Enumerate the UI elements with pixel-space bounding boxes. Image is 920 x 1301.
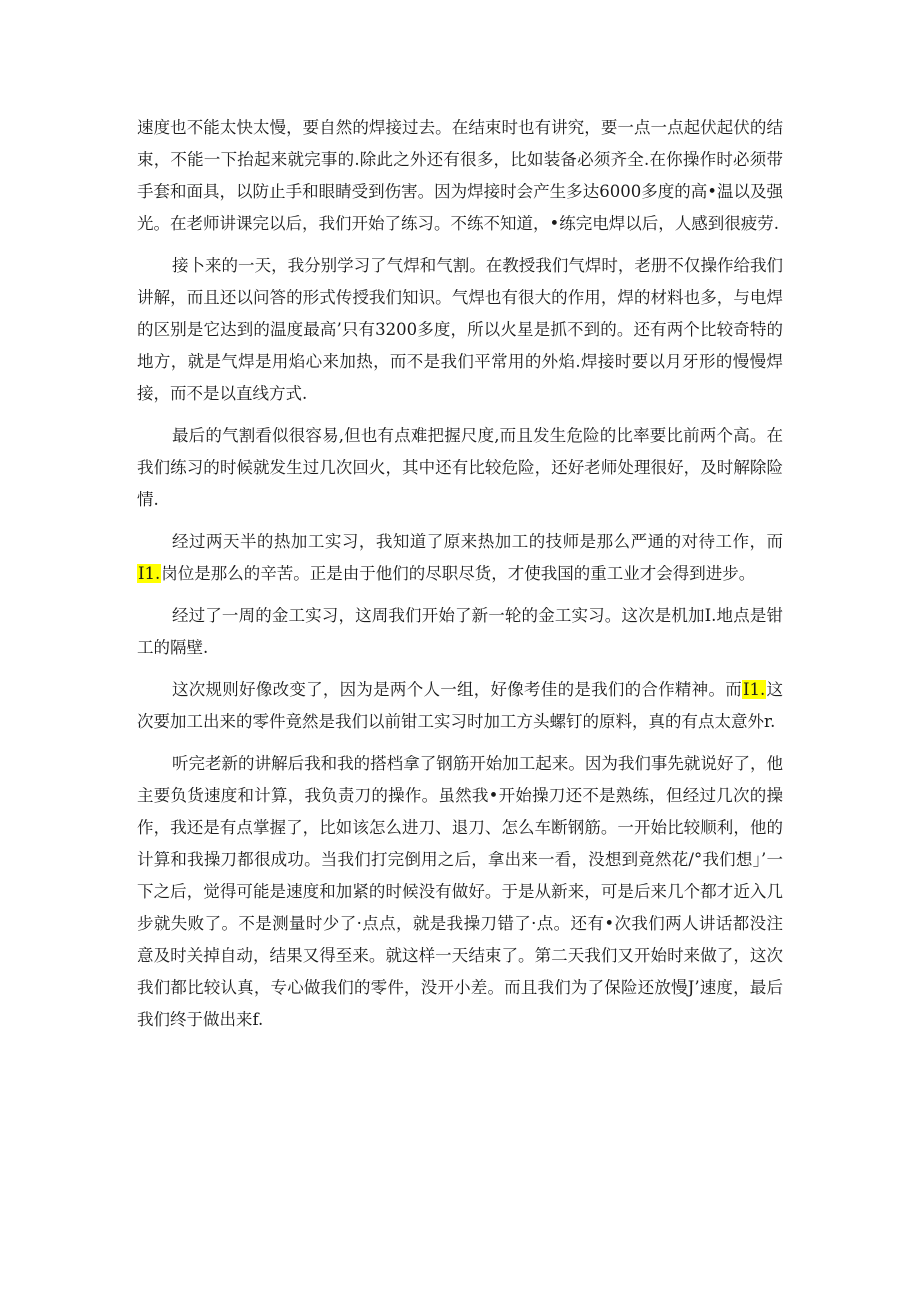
paragraph-text: 速度也不能太快太慢，要自然的焊接过去。在结束时也有讲究，要一点一点起伏起伏的结束，不能一下抬起来就完事的.除此之外还有很多，比如装备必须齐全.在你操作时必须带手套和面具，以防止手和眼睛受到伤害。因为焊接时会产生多达6000多度的高•温以及强光。在老师讲课完以后，我们开始了练习。不练不知道，•练完电焊以后，人感到很疲劳. <box>137 118 783 233</box>
paragraph-text: 经过两天半的热加工实习，我知道了原来热加工的技师是那么严通的对待工作，而 <box>172 532 783 551</box>
paragraph <box>137 420 783 516</box>
paragraph <box>137 748 783 1036</box>
paragraph-text: 这次规则好像改变了，因为是两个人一组，好像考佳的是我们的合作精神。而 <box>172 680 742 699</box>
paragraph <box>137 674 783 738</box>
paragraph-text: 岗位是那么的辛苦。正是由于他们的尽职尽货，才使我国的重工业才会得到进步。 <box>161 564 756 583</box>
highlighted-text: I1. <box>138 564 161 583</box>
paragraph-text: 接卜来的一天，我分别学习了气焊和气割。在教授我们气焊时，老册不仅操作给我们讲解，而且还以问答的形式传授我们知识。气焊也有很大的作用，焊的材料也多，与电焊的区别是它达到的温度最高’只有3200多度，所以火星是抓不到的。还有两个比较奇特的地方，就是气焊是用焰心来加热，而不是我们平常用的外焰.焊接时要以月牙形的慢慢焊接，而不是以直线方式. <box>137 256 783 403</box>
paragraph <box>137 600 783 664</box>
document-body <box>137 112 783 1046</box>
highlighted-text: I1. <box>742 680 766 699</box>
paragraph <box>137 526 783 590</box>
paragraph <box>137 112 783 240</box>
paragraph-text: 最后的气割看似很容易,但也有点难把握尺度,而且发生危险的比率要比前两个高。在我们练习的时候就发生过几次回火，其中还有比较危险，还好老师处理很好，及时解除险情. <box>137 426 783 509</box>
paragraph-text: 经过了一周的金工实习，这周我们开始了新一轮的金工实习。这次是机加I.地点是钳工的隔壁. <box>137 606 783 657</box>
paragraph <box>137 250 783 410</box>
paragraph-text: 这次要加工出来的零件竟然是我们以前钳工实习时加工方头螺钉的原料，真的有点太意外r. <box>137 680 784 731</box>
paragraph-text: 听完老新的讲解后我和我的搭档拿了钢筋开始加工起来。因为我们事先就说好了，他主要负货速度和计算，我负责刀的操作。虽然我•开始操刀还不是熟练，但经过几次的操作，我还是有点掌握了，比如该怎么进刀、退刀、怎么车断钢筋。一开始比较顺利，他的计算和我操刀都很成功。当我们打完倒用之后，拿出来一看，没想到竟然花/°我们想」’一下之后，觉得可能是速度和加紧的时候没有做好。于是从新来，可是后来几个都才近入几步就失败了。不是测量时少了·点点，就是我操刀错了·点。还有•次我们两人讲话都没注意及时关掉自动，结果又得至来。就这样一天结束了。第二天我们又开始时来做了，这次我们都比较认真，专心做我们的零件，没开小差。而且我们为了保险还放慢J’速度，最后我们终于做出来f. <box>137 754 783 1029</box>
